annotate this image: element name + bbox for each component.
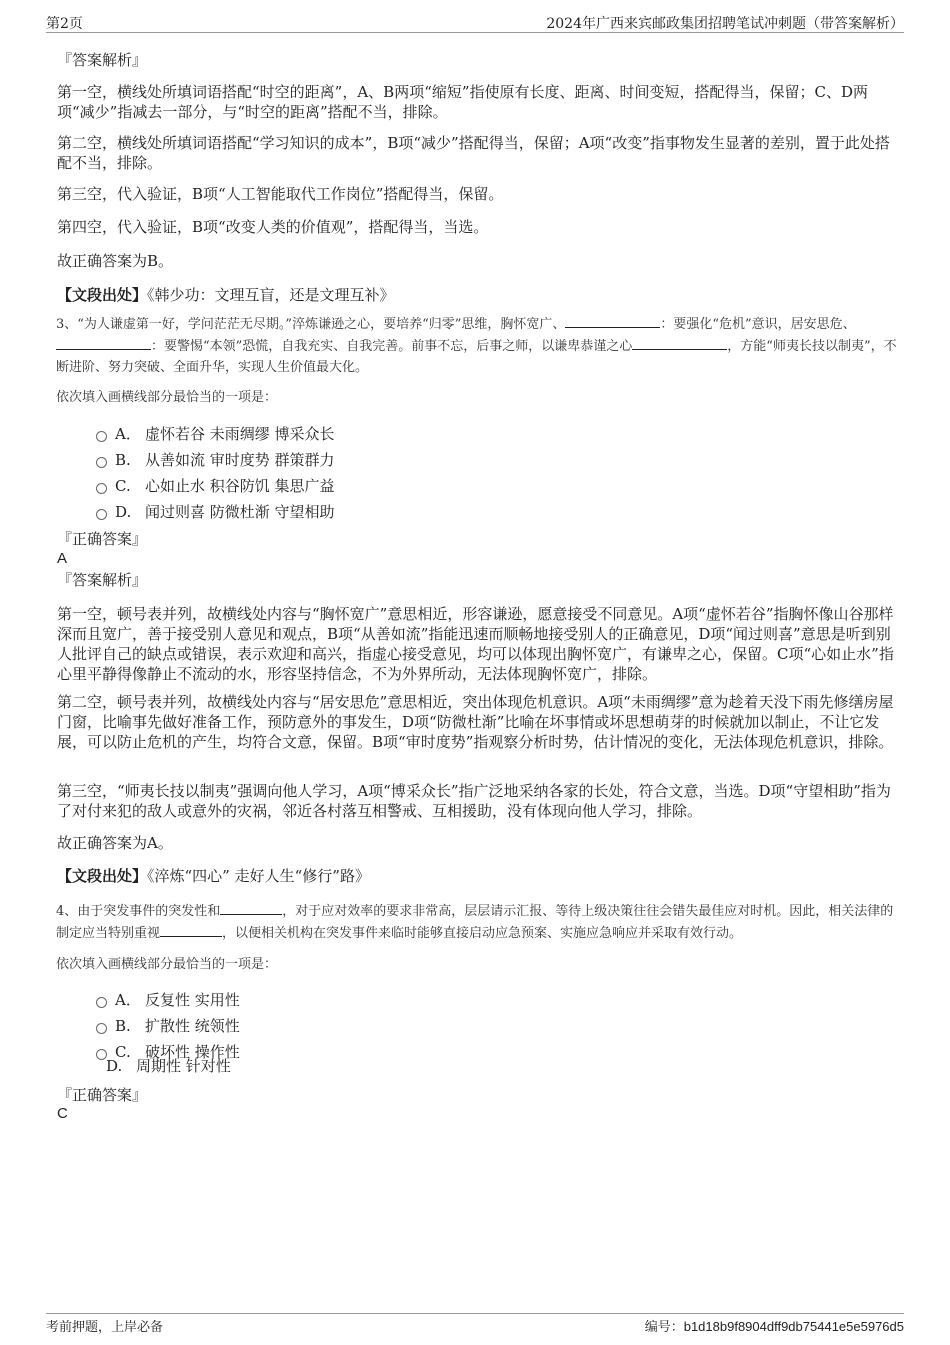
document-code [645, 1316, 904, 1335]
question-prompt: 依次填入画横线部分最恰当的一项是： [56, 390, 278, 405]
radio-icon[interactable] [96, 997, 107, 1008]
question-4-stem: 4、由于突发事件的突发性和 ，对于应对效率的要求非常高，层层请示汇报、等待上级决策往往会错失最佳应对时机。因此，相关法律的制定应当特别重视 ，以便相关机构在突发事件来临时能够直接启动应急预案、实施应急响应并采取有效行动。 [56, 900, 898, 944]
source-line [57, 285, 895, 305]
correct-answer: C [57, 1105, 68, 1122]
option-a[interactable]: A． 虚怀若谷 未雨绸缪 博采众长 [96, 424, 335, 444]
correct-answer-label: 『正确答案』 [57, 530, 148, 548]
analysis-paragraph: 第四空，代入验证，B项“改变人类的价值观”，搭配得当，当选。 [57, 218, 489, 236]
answer-blank [56, 335, 151, 350]
option-a[interactable]: A． 反复性 实用性 [96, 990, 240, 1010]
source-title: 《淬炼“四心” 走好人生“修行”路》 [147, 867, 370, 885]
source-label: 【文段出处】 [57, 286, 148, 304]
document-title: 2024年广西来宾邮政集团招聘笔试冲刺题（带答案解析） [546, 16, 904, 32]
radio-icon[interactable] [96, 483, 107, 494]
analysis-label: 『答案解析』 [57, 51, 148, 69]
radio-icon[interactable] [96, 1023, 107, 1034]
footer-divider [46, 1313, 904, 1314]
correct-answer-label: 『正确答案』 [57, 1086, 148, 1104]
option-c[interactable]: C. 心如止水 积谷防饥 集思广益 [96, 476, 335, 496]
option-d[interactable]: D. 周期性 针对性 [106, 1057, 231, 1075]
question-prompt: 依次填入画横线部分最恰当的一项是： [56, 957, 278, 972]
code-label: 编号： [644, 1320, 684, 1335]
answer-blank [220, 900, 282, 915]
answer-blank [565, 313, 660, 328]
source-line [57, 866, 895, 886]
page-number: 第2页 [46, 16, 83, 32]
correct-answer: A [57, 550, 68, 567]
option-d[interactable]: D. 闻过则喜 防微杜渐 守望相助 [96, 502, 335, 522]
analysis-paragraph: 第一空，横线处所填词语搭配“时空的距离”，A、B两项“缩短”指使原有长度、距离、时间变短，搭配得当，保留；C、D两项“减少”指减去一部分，与“时空的距离”搭配不当，排除。 [57, 83, 869, 121]
code-value: b1d18b9f8904dff9db75441e5e5976d5 [683, 1319, 904, 1334]
analysis-paragraph: 第二空，顿号表并列，故横线处内容与“居安思危”意思相近，突出体现危机意识。A项“未雨绸缪”意为趁着天没下雨先修缮房屋门窗，比喻事先做好准备工作，预防意外的事发生，D项“防微杜渐”比喻在坏事情或坏思想萌芽的时候就加以制止，不让它发展，可以防止危机的产生，均符合文意，保留。B项“审时度势”指观察分析时势，估计情况的变化，无法体现危机意识，排除。 [57, 693, 894, 751]
option-c[interactable]: C. 破坏性 操作性 [96, 1042, 240, 1062]
option-b[interactable]: B. 从善如流 审时度势 群策群力 [96, 450, 335, 470]
analysis-paragraph: 第二空，横线处所填词语搭配“学习知识的成本”，B项“减少”搭配得当，保留；A项“改变”指事物发生显著的差别，置于此处搭配不当，排除。 [57, 134, 890, 172]
analysis-conclusion: 故正确答案为B。 [57, 252, 174, 270]
header-divider [46, 32, 904, 33]
source-label: 【文段出处】 [57, 867, 148, 885]
radio-icon[interactable] [96, 509, 107, 520]
analysis-label: 『答案解析』 [57, 571, 148, 589]
analysis-paragraph: 第一空，顿号表并列，故横线处内容与“胸怀宽广”意思相近，形容谦逊，愿意接受不同意见。A项“虚怀若谷”指胸怀像山谷那样深而且宽广，善于接受别人意见和观点，B项“从善如流”指能迅速而顺畅地接受别人的正确意见，D项“闻过则喜”意思是听到别人批评自己的缺点或错误，表示欢迎和高兴，指虚心接受意见，均可以体现出胸怀宽广，有谦卑之心，保留。C项“心如止水”指心里平静得像静止不流动的水，形容坚持信念，不为外界所动，无法体现胸怀宽广，排除。 [57, 605, 894, 683]
analysis-paragraph: 第三空，代入验证，B项“人工智能取代工作岗位”搭配得当，保留。 [57, 185, 504, 203]
source-title: 《韩少功：文理互盲，还是文理互补》 [147, 286, 395, 304]
footer-slogan: 考前押题，上岸必备 [46, 1320, 164, 1335]
analysis-paragraph: 第三空，“师夷长技以制夷”强调向他人学习，A项“博采众长”指广泛地采纳各家的长处，符合文意，当选。D项“守望相助”指为了对付来犯的敌人或意外的灾祸，邻近各村落互相警戒、互相援助，没有体现向他人学习，排除。 [57, 782, 891, 820]
option-b[interactable]: B. 扩散性 统领性 [96, 1016, 240, 1036]
analysis-conclusion: 故正确答案为A。 [57, 834, 173, 852]
radio-icon[interactable] [96, 457, 107, 468]
radio-icon[interactable] [96, 431, 107, 442]
answer-blank [632, 335, 727, 350]
question-3-stem: 3、“为人谦虚第一好，学问茫茫无尽期。”淬炼谦逊之心，要培养“归零”思维，胸怀宽广、 ：要强化“危机”意识，居安思危、：要警惕“本领”恐慌，自我充实、自我完善。前事不忘，后事之师，以谦卑恭谨之心 ，方能“师夷长技以制夷”，不断进阶、努力突破、全面升华，实现人生价值最大化。 [56, 313, 898, 378]
answer-blank [160, 922, 222, 937]
